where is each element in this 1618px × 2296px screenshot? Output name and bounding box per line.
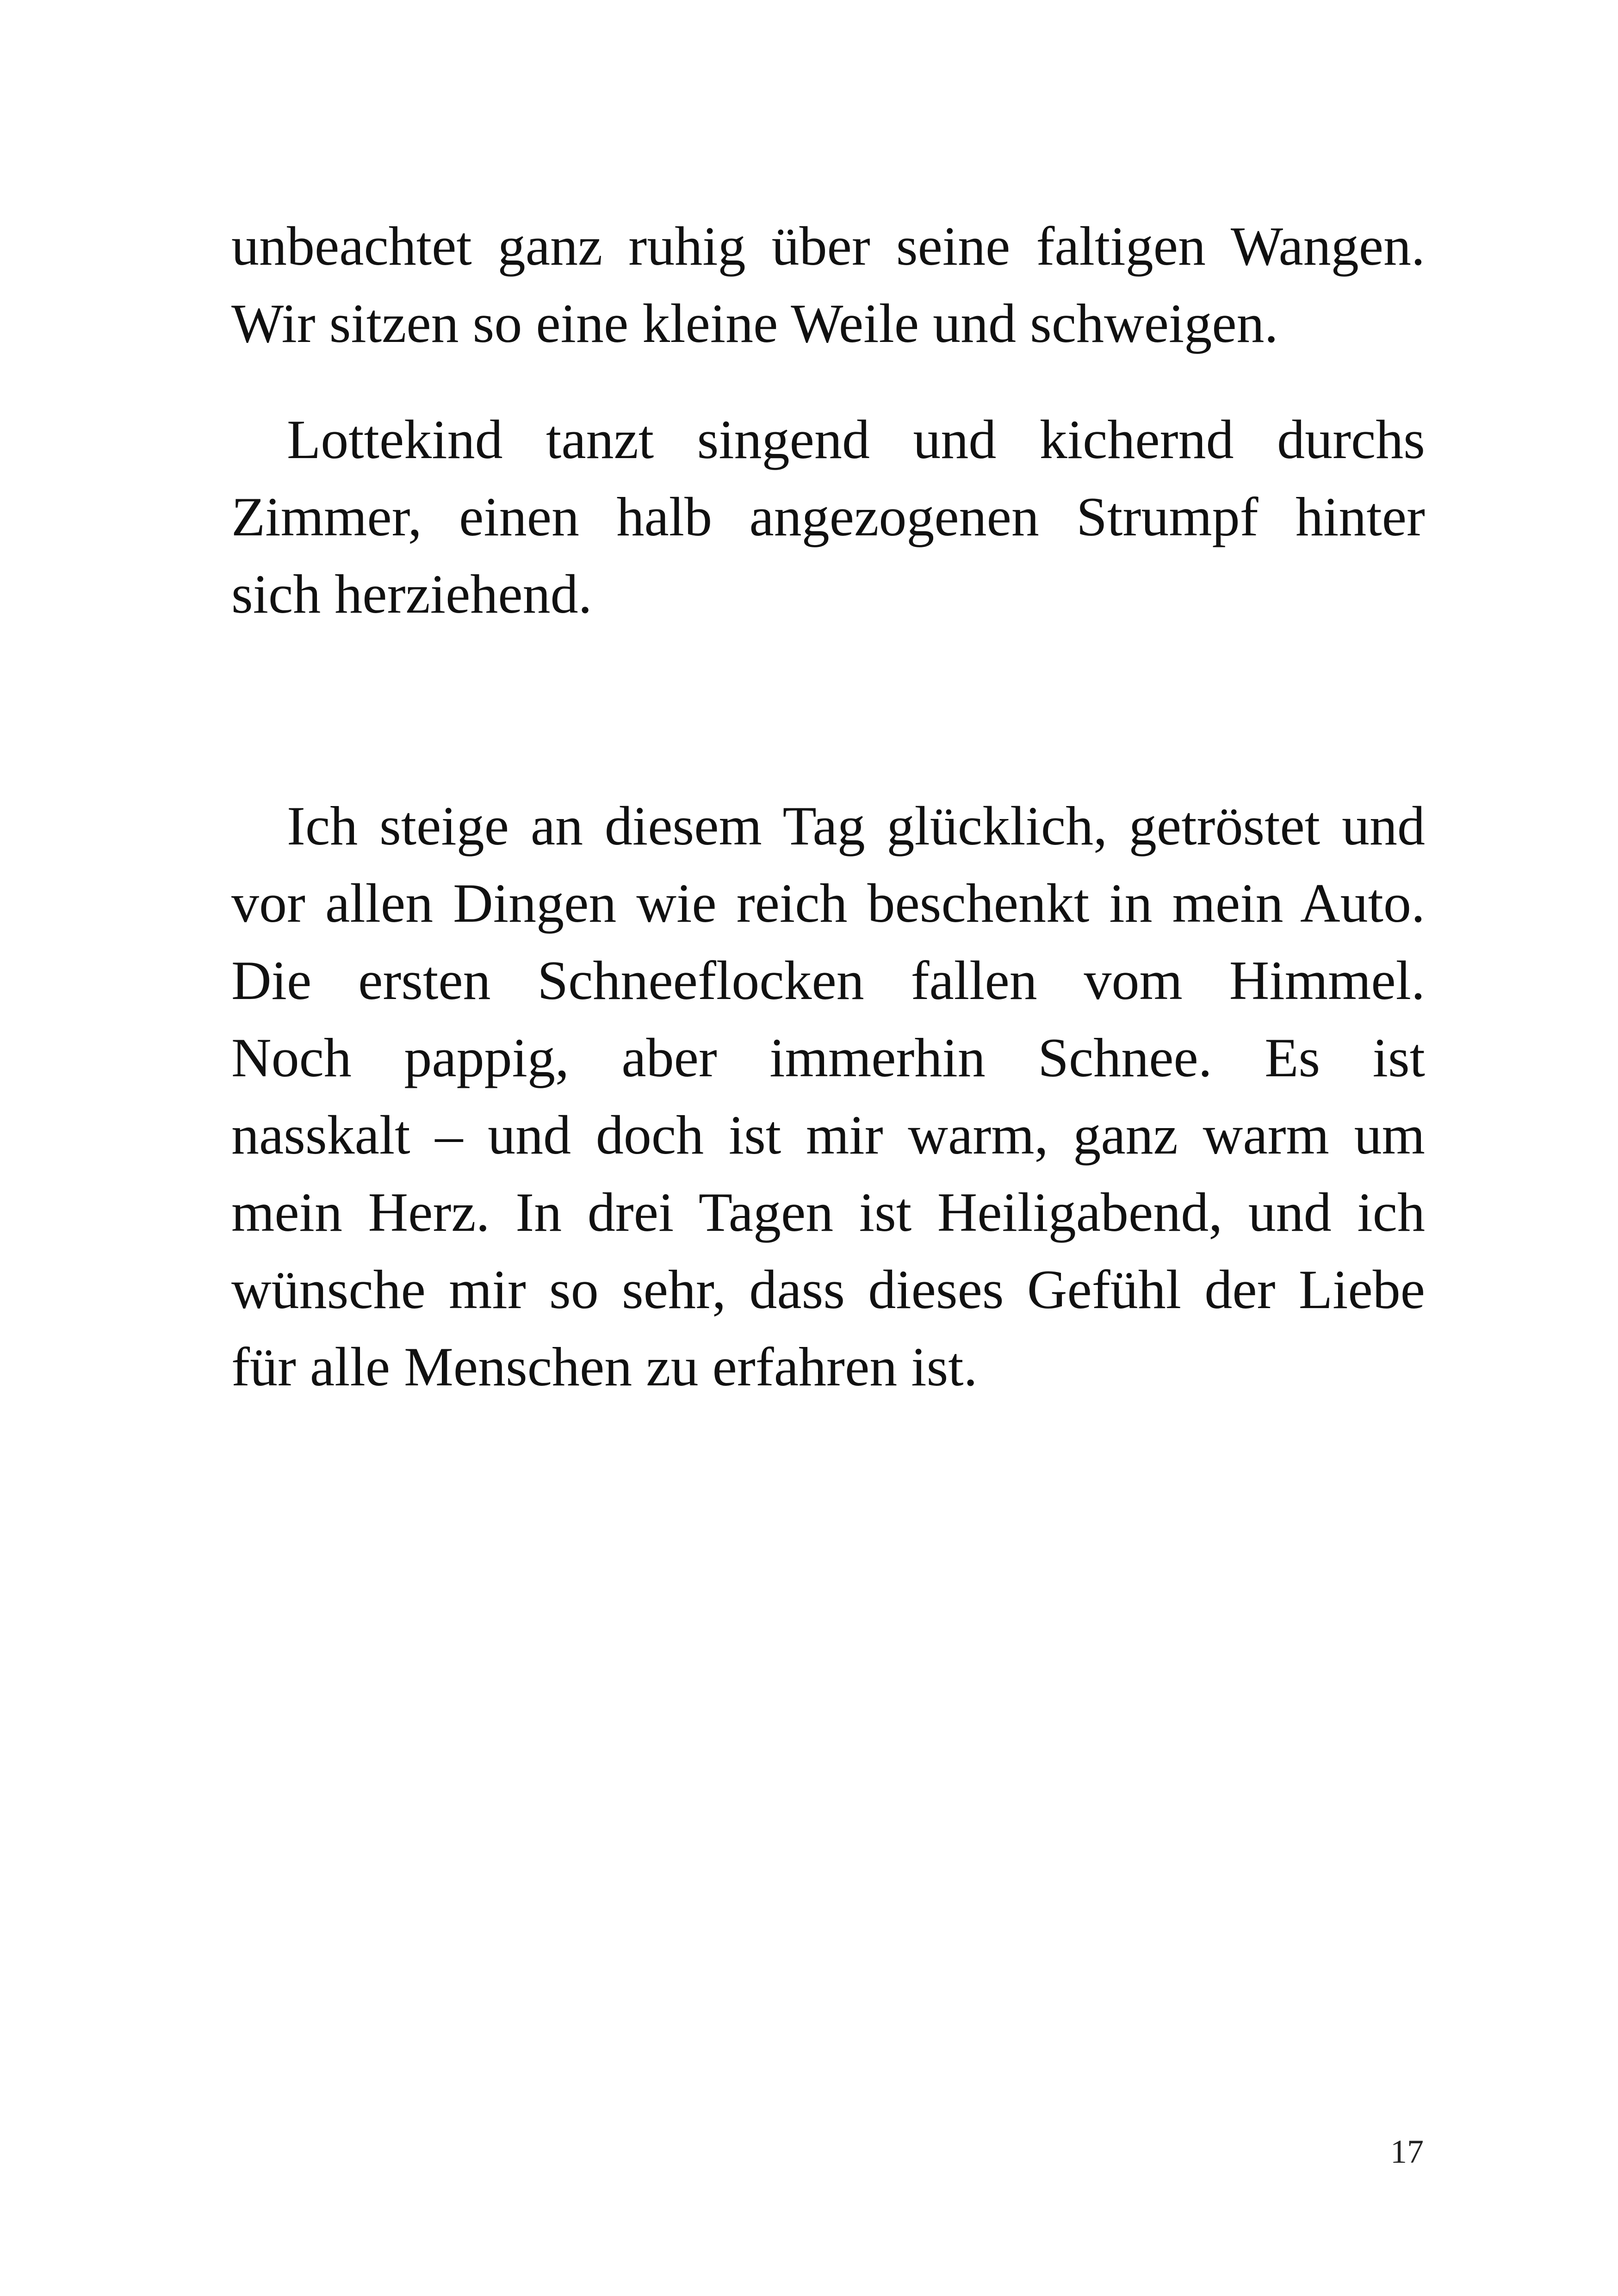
text-line: Lottekind tanzt singend und kichernd durchs — [287, 409, 1425, 470]
text-line: wünsche mir so sehr, dass dieses Gefühl der Liebe — [231, 1259, 1425, 1320]
text-line: Noch pappig, aber immerhin Schnee. Es ist — [231, 1027, 1425, 1088]
text-line: Wir sitzen so eine kleine Weile und schweigen. — [231, 292, 1278, 354]
text-line: sich herziehend. — [231, 563, 592, 625]
text-line: mein Herz. In drei Tagen ist Heiligabend, und ich — [231, 1181, 1425, 1243]
text-line: für alle Menschen zu erfahren ist. — [231, 1336, 978, 1397]
paragraph-2 — [231, 401, 1425, 633]
text-line: Zimmer, einen halb angezogenen Strumpf hinter — [231, 486, 1425, 547]
text-line: Die ersten Schneeflocken fallen vom Himmel. — [231, 949, 1425, 1011]
paragraph-3 — [231, 787, 1425, 1405]
text-line: vor allen Dingen wie reich beschenkt in mein Auto. — [231, 872, 1425, 934]
page-number: 17 — [1390, 2133, 1424, 2170]
paragraph-1 — [231, 207, 1425, 362]
text-line: nasskalt – und doch ist mir warm, ganz warm um — [231, 1104, 1425, 1166]
text-line: Ich steige an diesem Tag glücklich, getröstet und — [287, 795, 1425, 856]
text-line: unbeachtet ganz ruhig über seine faltigen Wangen. — [231, 215, 1425, 277]
